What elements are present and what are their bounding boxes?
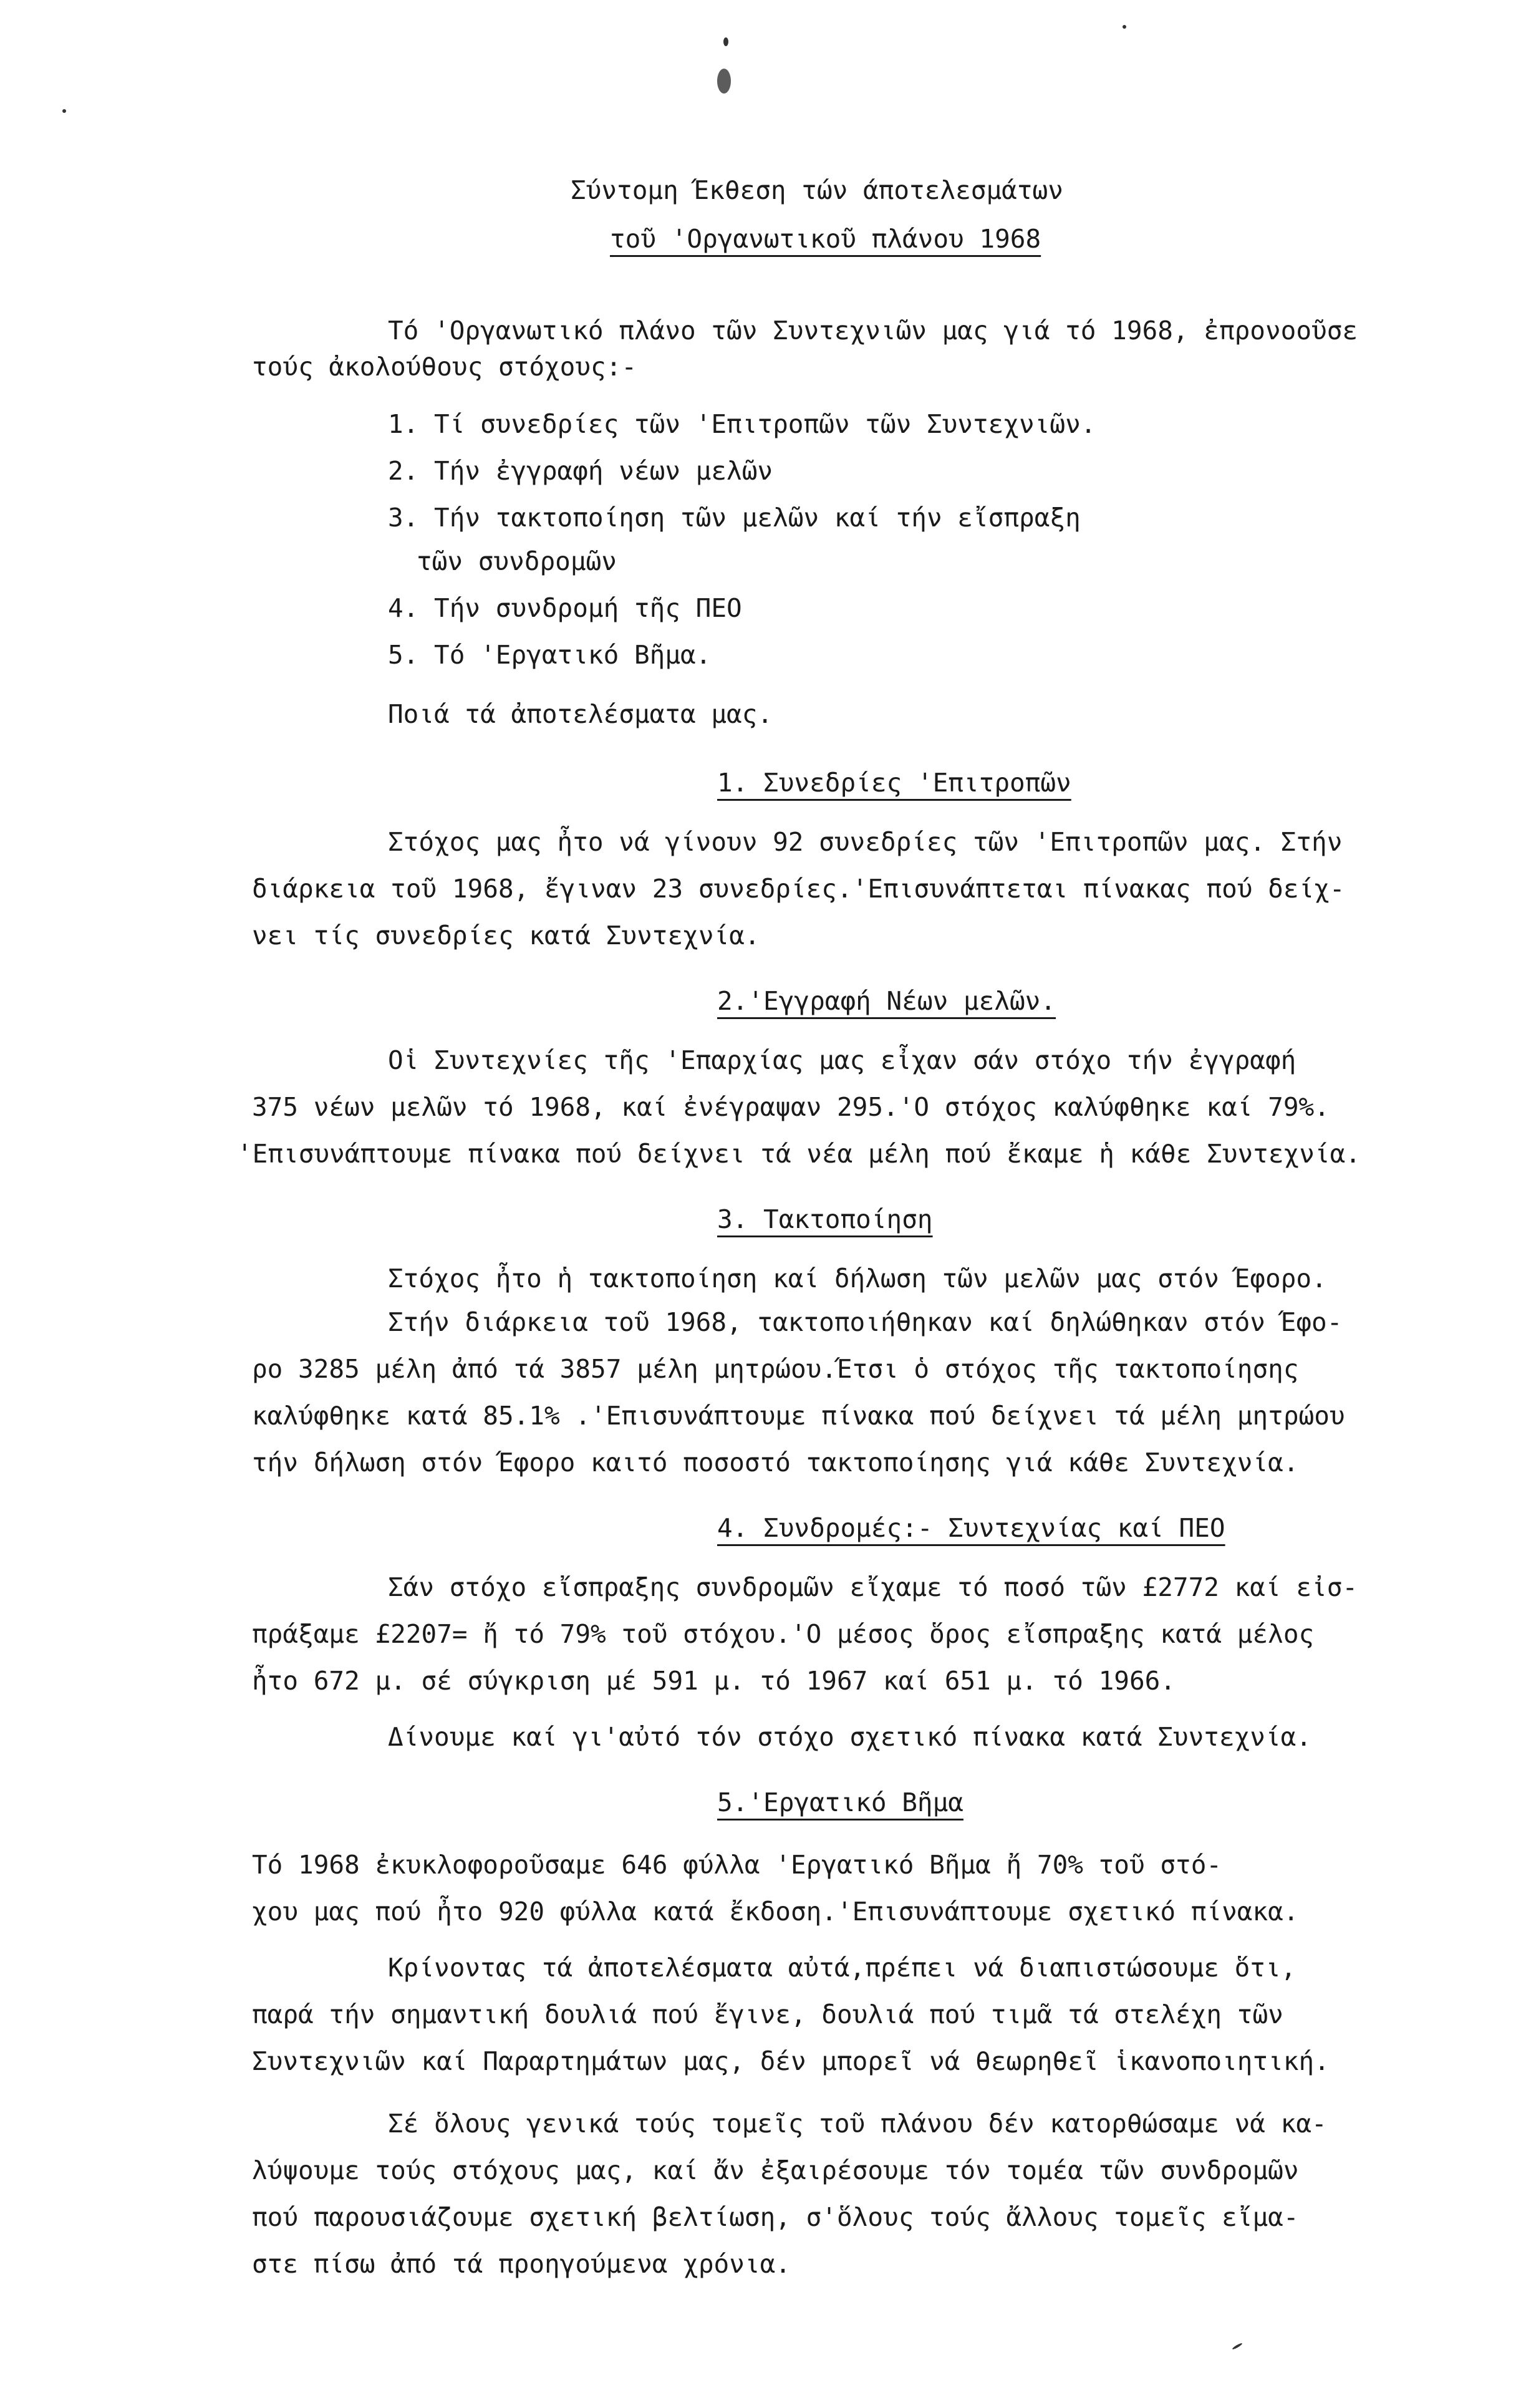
- section-3-heading: 3. Τακτοποίηση: [717, 1204, 933, 1234]
- section-2-heading: 2.'Εγγραφή Νέων μελῶν.: [717, 986, 1056, 1016]
- title-line-2: τοῦ 'Οργανωτικοῦ πλάνου 1968: [610, 224, 1041, 254]
- results-question: Ποιά τά ἀποτελέσματα μας.: [388, 699, 773, 729]
- section-4-extra: Δίνουμε καί γι'αὐτό τόν στόχο σχετικό πίνακα κατά Συντεχνία.: [388, 1722, 1312, 1752]
- section-3-line-4: καλύφθηκε κατά 85.1% .'Επισυνάπτουμε πίνακα πού δείχνει τά μέλη μητρώου: [252, 1401, 1345, 1431]
- section-4-line-2: πράξαμε £2207= ἤ τό 79% τοῦ στόχου.'Ο μέσος ὅρος εἴσπραξης κατά μέλος: [252, 1619, 1315, 1649]
- section-1-line-3: νει τίς συνεδρίες κατά Συντεχνία.: [252, 921, 760, 950]
- section-2-line-1: Οἱ Συντεχνίες τῆς 'Επαρχίας μας εἶχαν σάν στόχο τήν ἐγγραφή: [388, 1045, 1296, 1075]
- section-1-line-2: διάρκεια τοῦ 1968, ἔγιναν 23 συνεδρίες.'Επισυνάπτεται πίνακας πού δείχ-: [252, 874, 1345, 904]
- intro-line-2: τούς ἀκολούθους στόχους:-: [252, 352, 637, 382]
- goal-item-3: 3. Τήν τακτοποίηση τῶν μελῶν καί τήν εἴσπραξη: [388, 503, 1081, 533]
- closing-para-1-line-3: Συντεχνιῶν καί Παραρτημάτων μας, δέν μπορεῖ νά θεωρηθεῖ ἱκανοποιητική.: [252, 2046, 1330, 2076]
- goal-item-5: 5. Τό 'Εργατικό Βῆμα.: [388, 640, 712, 670]
- section-2-line-3: 'Επισυνάπτουμε πίνακα πού δείχνει τά νέα μέλη πού ἔκαμε ἡ κάθε Συντεχνία.: [237, 1139, 1361, 1169]
- section-1-heading: 1. Συνεδρίες 'Επιτροπῶν: [717, 768, 1071, 798]
- section-1-line-1: Στόχος μας ἦτο νά γίνουν 92 συνεδρίες τῶν 'Επιτροπῶν μας. Στήν: [388, 827, 1343, 857]
- goal-item-4: 4. Τήν συνδρομή τῆς ΠΕΟ: [388, 593, 742, 623]
- section-3-line-2: Στήν διάρκεια τοῦ 1968, τακτοποιήθηκαν καί δηλώθηκαν στόν Έφο-: [388, 1307, 1343, 1337]
- closing-para-1-line-2: παρά τήν σημαντική δουλιά πού ἔγινε, δουλιά πού τιμᾶ τά στελέχη τῶν: [252, 1999, 1283, 2029]
- section-3-line-1: Στόχος ἦτο ἡ τακτοποίηση καί δήλωση τῶν μελῶν μας στόν Έφορο.: [388, 1264, 1327, 1293]
- scan-speck: [62, 109, 66, 113]
- goal-item-2: 2. Τήν ἐγγραφή νέων μελῶν: [388, 456, 773, 486]
- scan-speck: [723, 37, 728, 46]
- closing-para-2-line-1: Σέ ὅλους γενικά τούς τομεῖς τοῦ πλάνου δέν κατορθώσαμε νά κα-: [388, 2109, 1327, 2139]
- closing-para-2-line-2: λύψουμε τούς στόχους μας, καί ἄν ἐξαιρέσουμε τόν τομέα τῶν συνδρομῶν: [252, 2155, 1299, 2185]
- section-2-line-2: 375 νέων μελῶν τό 1968, καί ἐνέγραψαν 295.'Ο στόχος καλύφθηκε καί 79%.: [252, 1092, 1330, 1122]
- scan-speck: [1232, 2343, 1243, 2350]
- section-3-line-3: ρο 3285 μέλη ἀπό τά 3857 μέλη μητρώου.Έτσι ὁ στόχος τῆς τακτοποίησης: [252, 1354, 1299, 1384]
- goal-item-3-continued: τῶν συνδρομῶν: [417, 546, 617, 576]
- intro-line-1: Τό 'Οργανωτικό πλάνο τῶν Συντεχνιῶν μας γιά τό 1968, ἐπρονοοῦσε: [388, 316, 1358, 346]
- section-5-line-1: Τό 1968 ἐκυκλοφοροῦσαμε 646 φύλλα 'Εργατικό Βῆμα ἤ 70% τοῦ στό-: [252, 1850, 1222, 1880]
- section-4-line-1: Σάν στόχο εἴσπραξης συνδρομῶν εἴχαμε τό ποσό τῶν £2772 καί εἰσ-: [388, 1572, 1358, 1602]
- title-line-1: Σύντομη Έκθεση τών άποτελεσμάτων: [571, 175, 1063, 205]
- section-3-line-5: τήν δήλωση στόν Έφορο καιτό ποσοστό τακτοποίησης γιά κάθε Συντεχνία.: [252, 1448, 1299, 1477]
- closing-para-1-line-1: Κρίνοντας τά ἀποτελέσματα αὐτά,πρέπει νά διαπιστώσουμε ὅτι,: [388, 1953, 1296, 1983]
- scan-speck: [717, 69, 731, 94]
- scan-speck: [1123, 25, 1126, 29]
- goal-item-1: 1. Τί συνεδρίες τῶν 'Επιτροπῶν τῶν Συντεχνιῶν.: [388, 409, 1096, 439]
- section-5-line-2: χου μας πού ἦτο 920 φύλλα κατά ἔκδοση.'Επισυνάπτουμε σχετικό πίνακα.: [252, 1897, 1299, 1927]
- section-4-line-3: ἦτο 672 μ. σέ σύγκριση μέ 591 μ. τό 1967 καί 651 μ. τό 1966.: [252, 1666, 1176, 1696]
- section-5-heading: 5.'Εργατικό Βῆμα: [717, 1787, 963, 1817]
- section-4-heading: 4. Συνδρομές:- Συντεχνίας καί ΠΕΟ: [717, 1513, 1225, 1543]
- closing-para-2-line-4: στε πίσω ἀπό τά προηγούμενα χρόνια.: [252, 2249, 791, 2279]
- closing-para-2-line-3: πού παρουσιάζουμε σχετική βελτίωση, σ'ὅλους τούς ἄλλους τομεῖς εἴμα-: [252, 2202, 1299, 2232]
